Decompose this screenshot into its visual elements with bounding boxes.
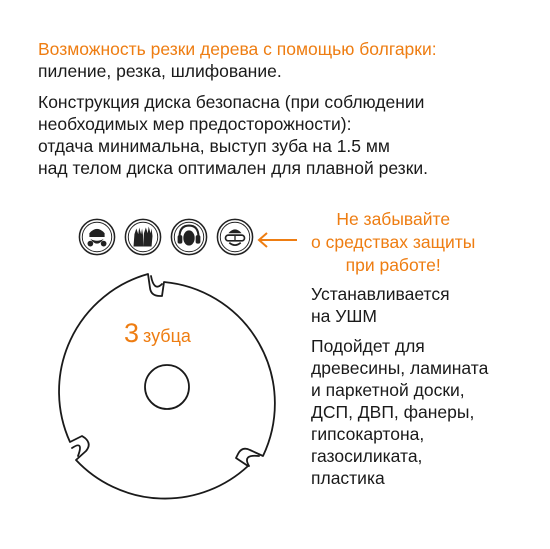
- tooth-notch: [72, 445, 80, 456]
- materials-line: ДСП, ДВП, фанеры,: [311, 402, 475, 422]
- design-line: отдача минимальна, выступ зуба на 1.5 мм: [38, 136, 390, 156]
- design-line: Конструкция диска безопасна (при соблюдении: [38, 92, 425, 112]
- materials-line: пластика: [311, 468, 385, 488]
- materials-line: древесины, ламината: [311, 358, 489, 378]
- tooth-notch: [151, 276, 162, 287]
- materials-line: и паркетной доски,: [311, 380, 465, 400]
- intro-block: [38, 38, 437, 82]
- respirator-icon: [78, 218, 116, 256]
- materials-line: Подойдет для: [311, 336, 425, 356]
- design-line: необходимых мер предосторожности):: [38, 114, 352, 134]
- materials-line: газосиликата,: [311, 446, 423, 466]
- design-paragraph: [38, 91, 428, 179]
- ear-protection-icon: [170, 218, 208, 256]
- teeth-word: зубца: [143, 326, 191, 346]
- mount-info: [311, 283, 450, 327]
- materials-line: гипсокартона,: [311, 424, 425, 444]
- arrow-left-icon: [256, 230, 298, 250]
- intro-heading: Возможность резки дерева с помощью болгарки:: [38, 39, 437, 59]
- saw-disc-illustration: [50, 270, 300, 520]
- intro-uses: пиление, резка, шлифование.: [38, 61, 282, 81]
- safety-reminder: [311, 208, 475, 277]
- safety-icons: [78, 218, 254, 256]
- gloves-icon: [124, 218, 162, 256]
- goggles-icon: [216, 218, 254, 256]
- reminder-line: при работе!: [345, 255, 441, 275]
- tooth-notch: [247, 456, 259, 466]
- mount-line: Устанавливается: [311, 284, 450, 304]
- teeth-count: 3: [124, 318, 140, 348]
- reminder-line: о средствах защиты: [311, 232, 476, 252]
- mount-line: на УШМ: [311, 306, 377, 326]
- reminder-line: Не забывайте: [336, 209, 451, 229]
- disc-outline: [59, 274, 275, 499]
- teeth-label: [124, 318, 191, 349]
- design-line: над телом диска оптимален для плавной резки.: [38, 158, 428, 178]
- suitable-materials: [311, 335, 488, 489]
- arbor-hole: [145, 365, 189, 409]
